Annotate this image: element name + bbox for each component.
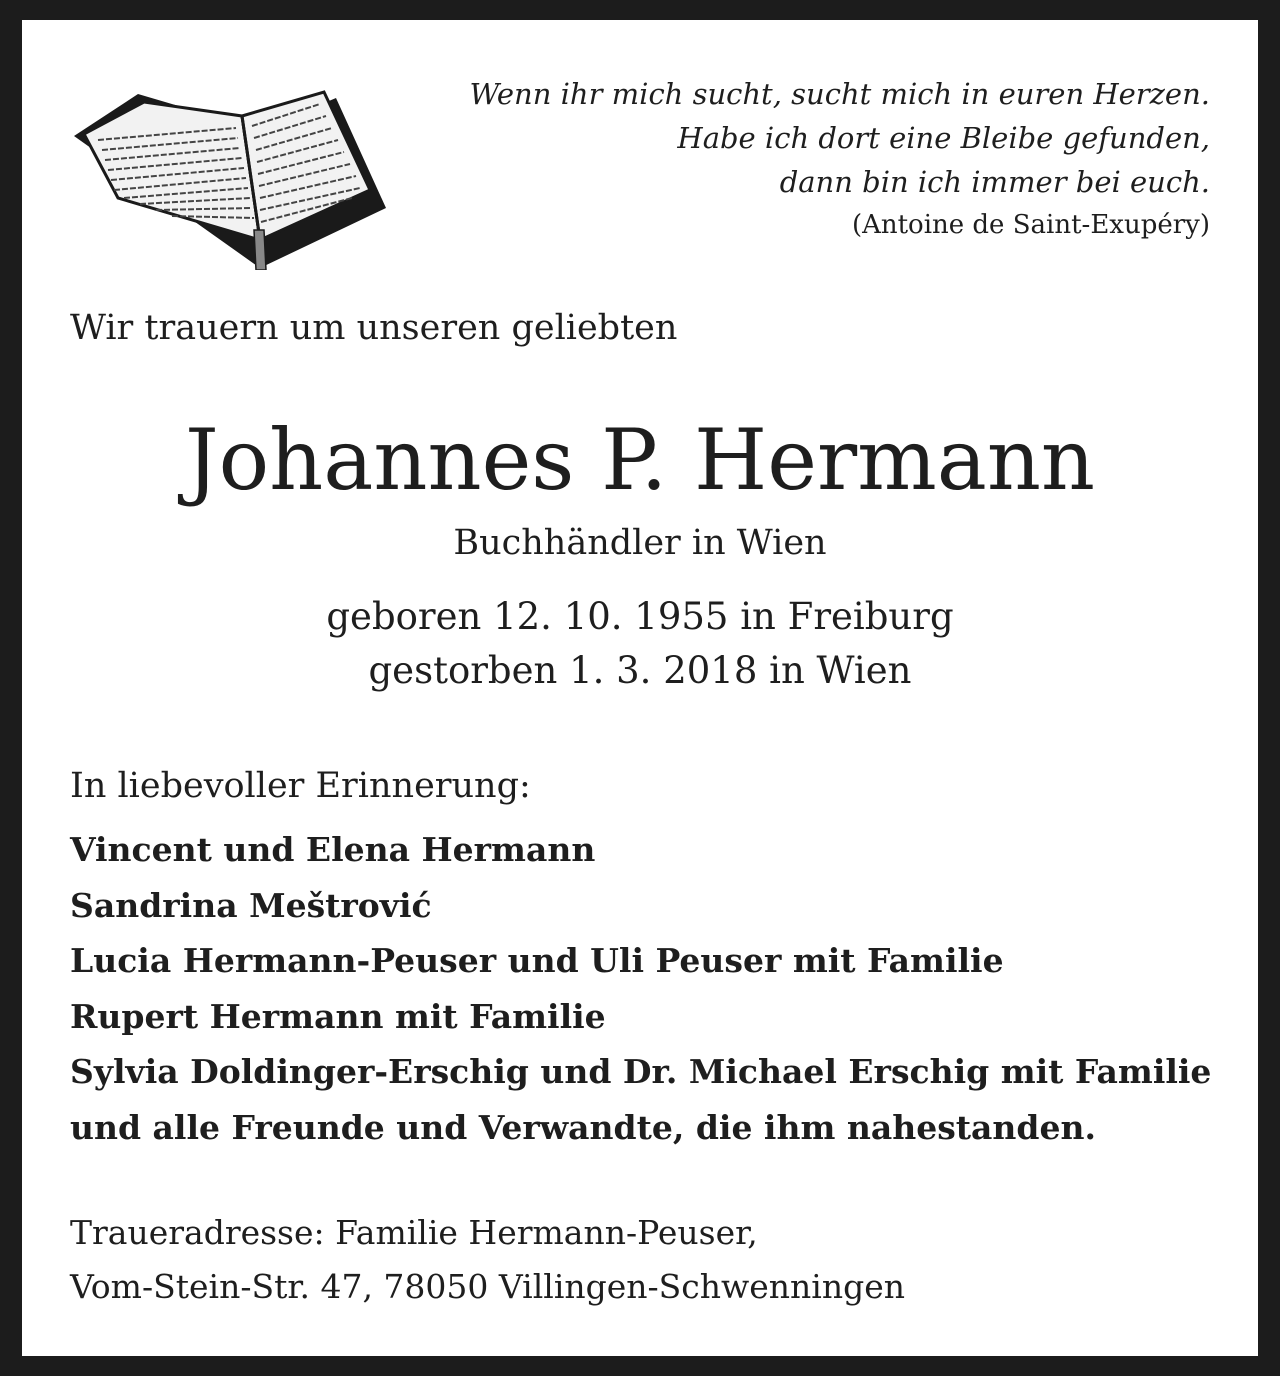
mourner-entry: Lucia Hermann-Peuser und Uli Peuser mit Familie — [70, 941, 1004, 980]
memory-heading: In liebevoller Erinnerung: — [70, 766, 531, 806]
quote-author: (Antoine de Saint-Exupéry) — [851, 210, 1210, 240]
address-line: Traueradresse: Familie Hermann-Peuser, — [70, 1213, 758, 1252]
obituary-card — [22, 20, 1258, 1356]
mourners-list — [70, 822, 1211, 1155]
birth-line: geboren 12. 10. 1955 in Freiburg — [326, 595, 954, 638]
mourner-entry: Sylvia Doldinger-Erschig und Dr. Michael Erschig mit Familie — [70, 1052, 1212, 1091]
deceased-name: Johannes P. Hermann — [184, 411, 1096, 509]
open-book-icon — [74, 80, 386, 270]
mourning-address — [70, 1206, 905, 1314]
quote-line: dann bin ich immer bei euch. — [779, 165, 1210, 199]
deceased-profession: Buchhändler in Wien — [453, 523, 827, 563]
quote-line: Wenn ihr mich sucht, sucht mich in euren Herzen. — [469, 77, 1210, 111]
mourner-entry: Vincent und Elena Hermann — [70, 830, 596, 869]
death-line: gestorben 1. 3. 2018 in Wien — [368, 649, 912, 692]
intro-text: Wir trauern um unseren geliebten — [70, 308, 678, 348]
quote-line: Habe ich dort eine Bleibe gefunden, — [677, 121, 1210, 155]
epigraph-quote — [390, 72, 1210, 246]
mourner-entry: Rupert Hermann mit Familie — [70, 996, 606, 1036]
mourner-entry: Sandrina Meštrović — [70, 885, 432, 925]
mourner-entry: und alle Freunde und Verwandte, die ihm nahestanden. — [70, 1107, 1096, 1147]
address-line: Vom-Stein-Str. 47, 78050 Villingen-Schwenningen — [70, 1267, 906, 1306]
